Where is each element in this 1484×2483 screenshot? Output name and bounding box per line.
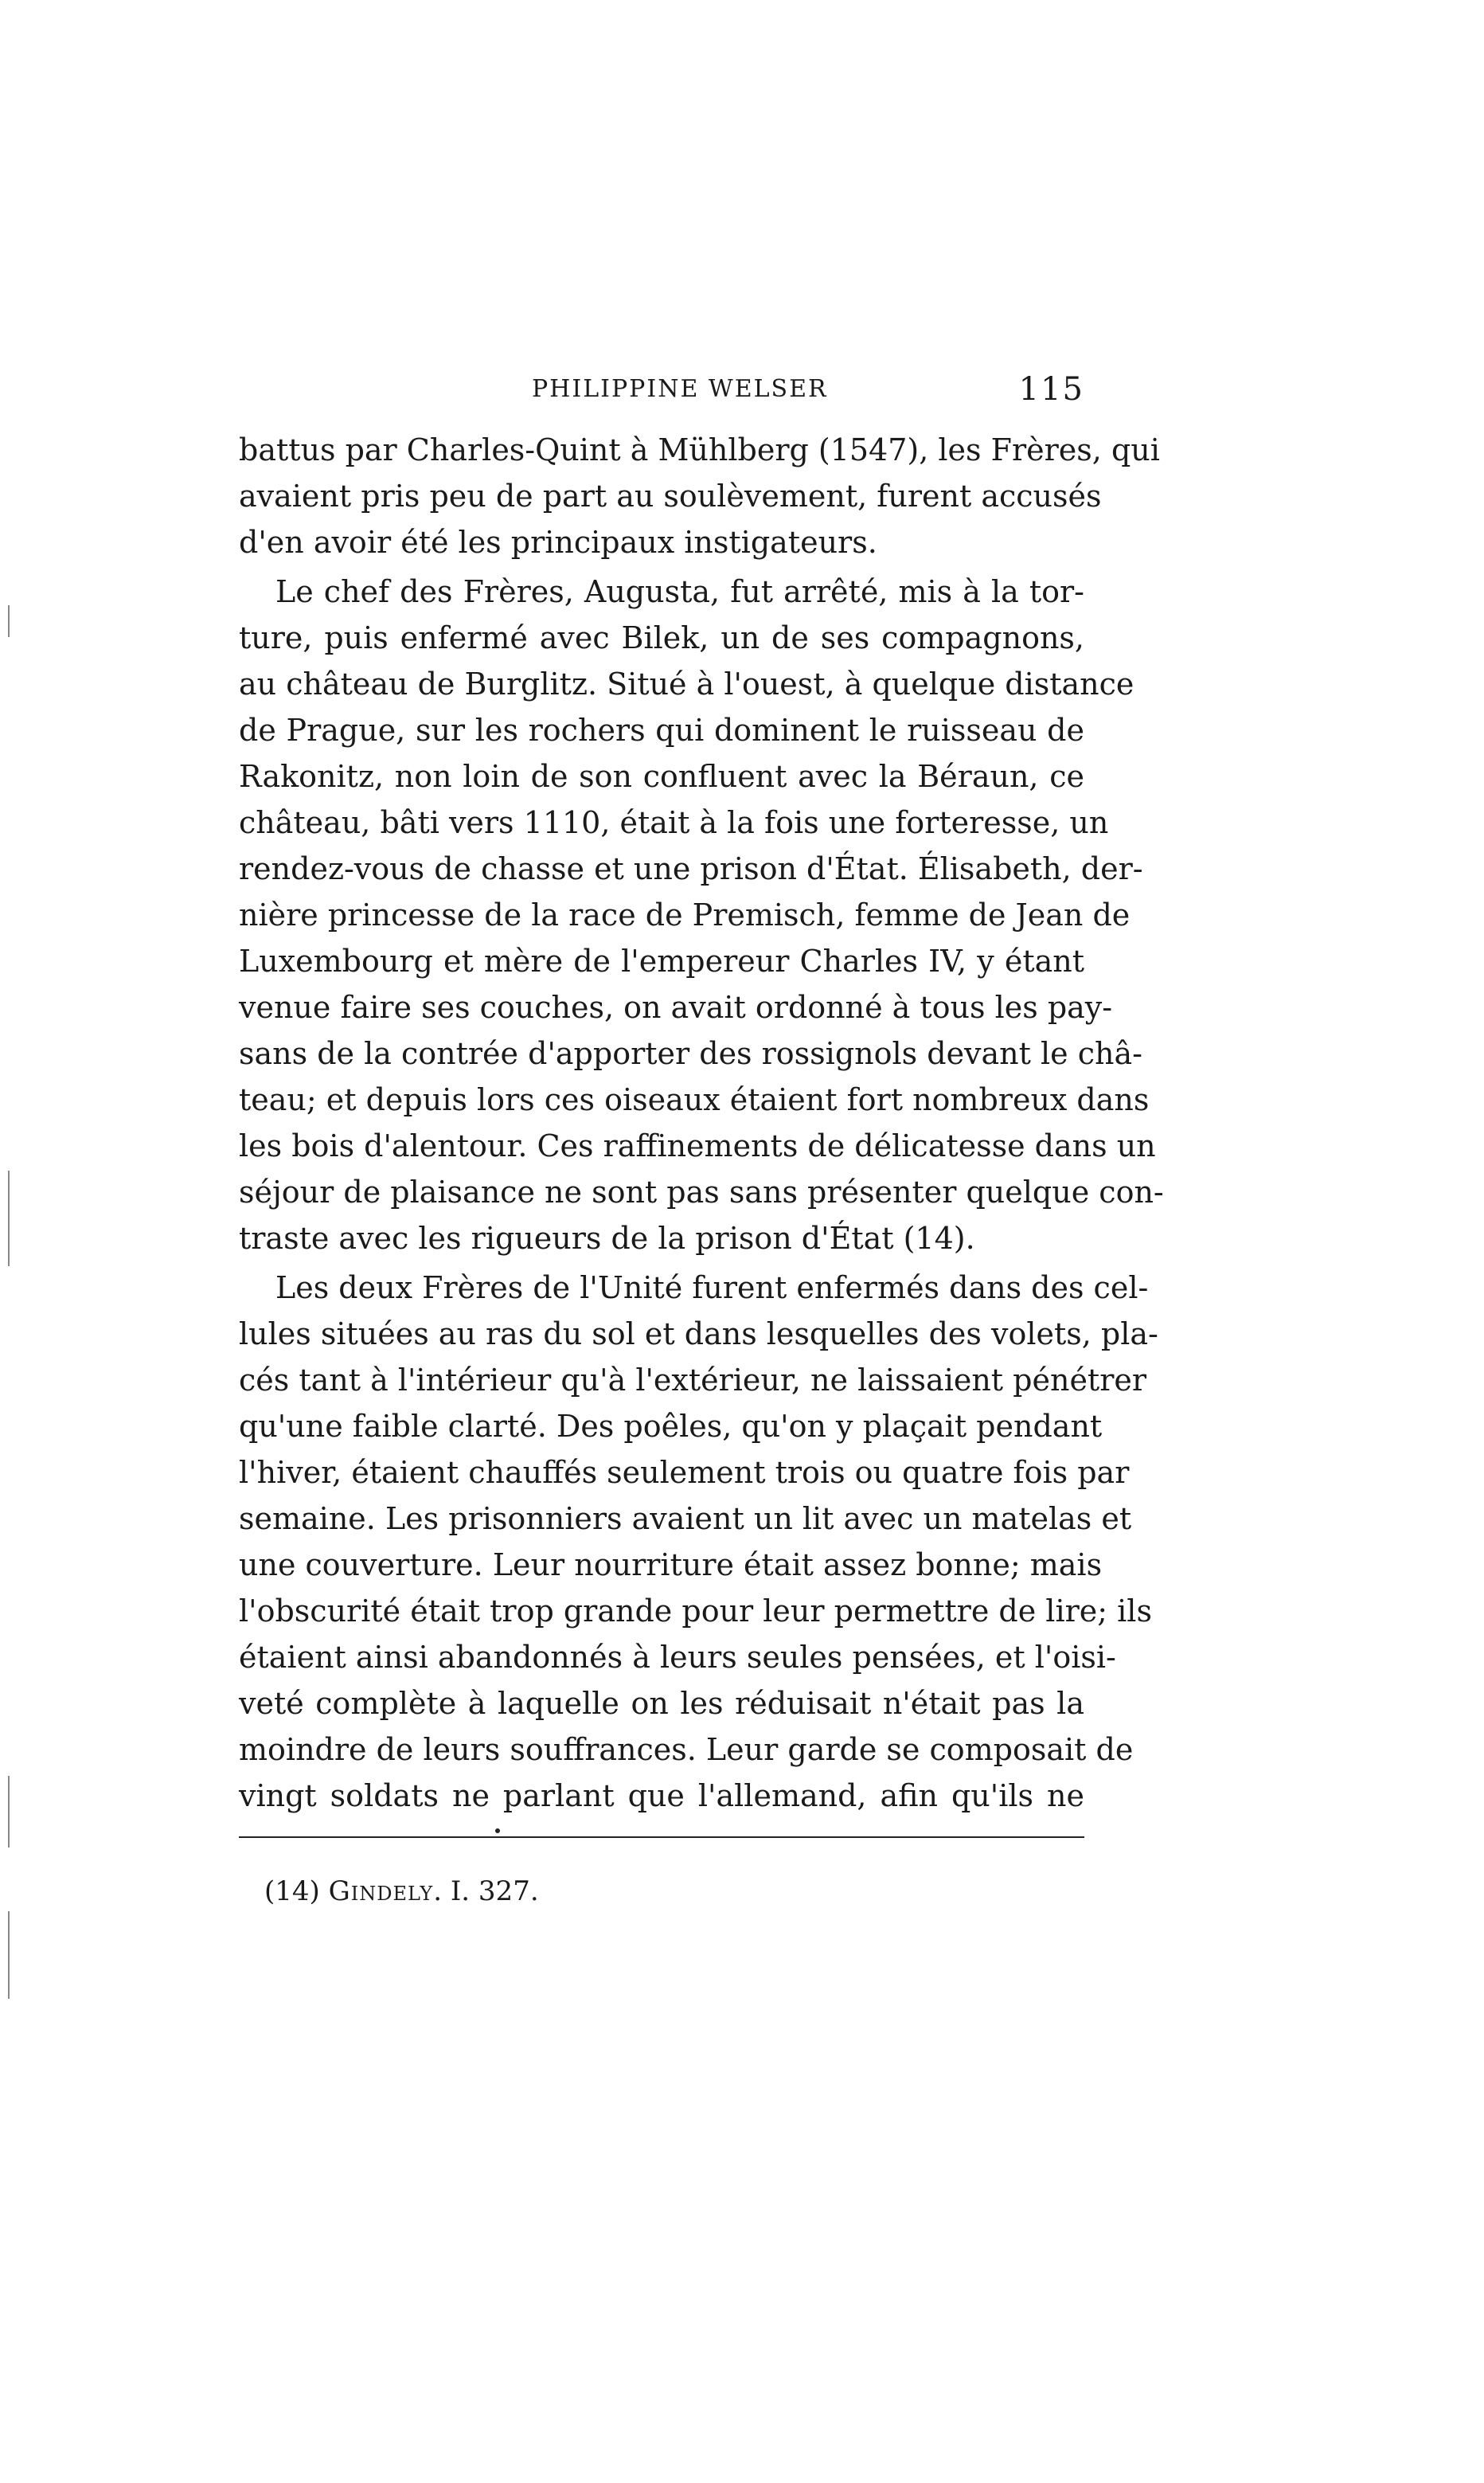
footnote-reference: . I. 327. [433,1875,539,1907]
text-line: traste avec les rigueurs de la prison d'État (14). [239,1221,975,1256]
footnote-marker: (14) [264,1875,320,1907]
scan-edge-mark [8,1776,10,1848]
text-line: l'hiver, étaient chauffés seulement trois ou quatre fois par [239,1455,1130,1490]
text-line: au château de Burglitz. Situé à l'ouest, à quelque distance [239,667,1134,702]
text-line: séjour de plaisance ne sont pas sans présenter quelque con- [239,1175,1164,1210]
footnote-author: Gindely [328,1875,434,1907]
text-line: moindre de leurs souffrances. Leur garde se composait de [239,1732,1134,1767]
text-line: rendez-vous de chasse et une prison d'État. Élisabeth, der- [239,851,1143,886]
running-title: PHILIPPINE WELSER [532,375,828,403]
text-line: vingt soldats ne parlant que l'allemand, afin qu'ils ne [239,1778,1084,1813]
text-line: les bois d'alentour. Ces raffinements de délicatesse dans un [239,1128,1156,1163]
page-header [239,370,1084,409]
text-line: nière princesse de la race de Premisch, femme de Jean de [239,897,1131,933]
text-line: de Prague, sur les rochers qui dominent le ruisseau de [239,713,1084,748]
text-line: étaient ainsi abandonnés à leurs seules pensées, et l'oisi- [239,1640,1116,1675]
scan-edge-mark [8,605,10,637]
text-line: venue faire ses couches, on avait ordonné à tous les pay- [239,990,1113,1025]
text-line: Le chef des Frères, Augusta, fut arrêté, mis à la tor- [275,574,1084,609]
footnote [264,1871,539,1911]
text-line: qu'une faible clarté. Des poêles, qu'on y plaçait pendant [239,1409,1103,1444]
text-line: sans de la contrée d'apporter des rossignols devant le châ- [239,1036,1142,1071]
text-line: veté complète à laquelle on les réduisait n'était pas la [239,1686,1084,1721]
text-line: lules situées au ras du sol et dans lesquelles des volets, pla- [239,1316,1158,1351]
separator-dot [495,1828,500,1833]
scan-edge-mark [8,1911,10,1999]
text-line: Luxembourg et mère de l'empereur Charles IV, y étant [239,944,1084,979]
text-line: battus par Charles-Quint à Mühlberg (1547), les Frères, qui [239,432,1160,467]
page-number: 115 [1018,371,1084,408]
text-line: avaient pris peu de part au soulèvement, furent accusés [239,479,1102,514]
text-line: une couverture. Leur nourriture était assez bonne; mais [239,1547,1103,1582]
text-line: château, bâti vers 1110, était à la fois une forteresse, un [239,805,1109,840]
text-line: d'en avoir été les principaux instigateurs. [239,525,877,560]
text-line: cés tant à l'intérieur qu'à l'extérieur, ne laissaient pénétrer [239,1363,1147,1398]
scan-edge-mark [8,1171,10,1266]
text-line: semaine. Les prisonniers avaient un lit avec un matelas et [239,1501,1132,1536]
text-line: Rakonitz, non loin de son confluent avec la Béraun, ce [239,759,1084,794]
footnote-separator [239,1836,1084,1838]
text-line: l'obscurité était trop grande pour leur permettre de lire; ils [239,1593,1152,1629]
body-text [239,427,1164,1819]
text-line: teau; et depuis lors ces oiseaux étaient fort nombreux dans [239,1082,1150,1117]
text-line: ture, puis enfermé avec Bilek, un de ses compagnons, [239,620,1084,655]
text-line: Les deux Frères de l'Unité furent enfermés dans des cel- [275,1270,1149,1305]
